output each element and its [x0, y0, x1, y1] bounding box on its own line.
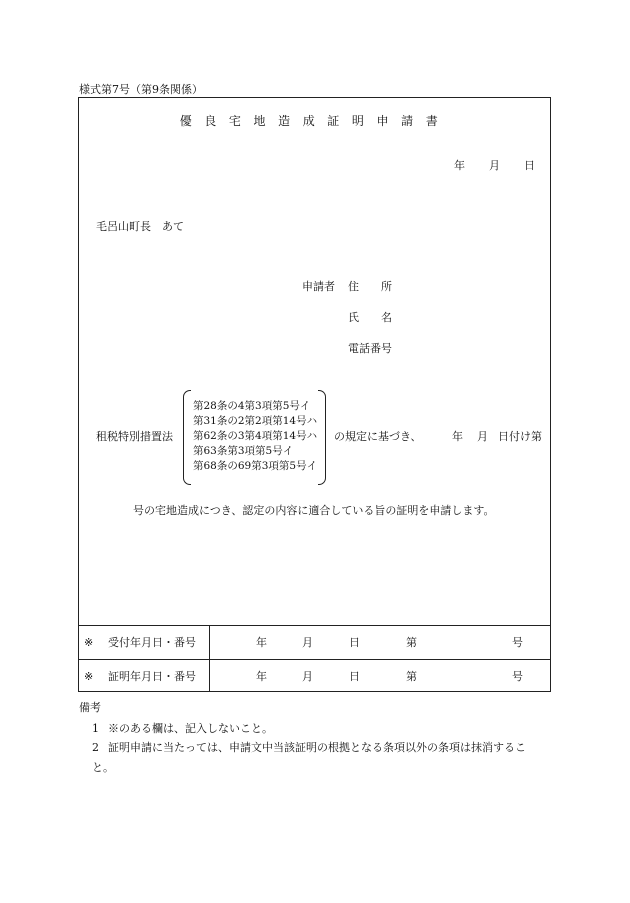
left-brace	[183, 390, 191, 485]
certification-go-label: 号	[512, 670, 523, 683]
receipt-row-label: 受付年月日・番号	[108, 636, 196, 649]
receipt-dai-label: 第	[406, 636, 417, 649]
note-number: 2	[92, 741, 99, 754]
date-month-label: 月	[489, 159, 500, 172]
application-form-frame	[78, 97, 551, 692]
form-number-label: 様式第7号（第9条関係）	[79, 83, 203, 96]
note-text: ※のある欄は、記入しないこと。	[108, 722, 273, 735]
row-divider-top	[79, 625, 550, 626]
reserved-mark: ※	[84, 670, 94, 683]
applicant-prefix: 申請者	[302, 280, 335, 293]
basis-text: の規定に基づき、	[334, 430, 422, 443]
addressee: 毛呂山町長 あて	[96, 220, 184, 233]
row-divider-middle	[79, 659, 550, 660]
ref-month-label: 月	[477, 430, 488, 443]
note-text-continuation: と。	[92, 761, 114, 774]
certification-month-label: 月	[302, 670, 313, 683]
applicant-address-label: 住 所	[348, 280, 392, 293]
applicant-name-label: 氏 名	[348, 311, 392, 324]
note-text: 証明申請に当たっては、申請文中当該証明の根拠となる条項以外の条項は抹消するこ	[108, 741, 526, 754]
article-item: 第68条の69第3項第5号イ	[193, 460, 318, 472]
certification-day-label: 日	[349, 670, 360, 683]
receipt-year-label: 年	[256, 636, 267, 649]
right-brace	[318, 390, 326, 485]
receipt-go-label: 号	[512, 636, 523, 649]
date-day-label: 日	[524, 159, 535, 172]
applicant-phone-label: 電話番号	[348, 342, 392, 355]
row-column-divider	[209, 625, 210, 692]
article-item: 第31条の2第2項第14号ハ	[193, 415, 318, 427]
article-item: 第62条の3第4項第14号ハ	[193, 430, 318, 442]
ref-day-suffix: 日付け第	[498, 430, 542, 443]
article-item: 第28条の4第3項第5号イ	[193, 400, 311, 412]
certification-year-label: 年	[256, 670, 267, 683]
article-item: 第63条第3項第5号イ	[193, 445, 294, 457]
form-title: 優良宅地造成証明申請書	[179, 114, 451, 128]
date-year-label: 年	[454, 159, 465, 172]
receipt-month-label: 月	[302, 636, 313, 649]
certification-dai-label: 第	[406, 670, 417, 683]
certification-row-label: 証明年月日・番号	[108, 670, 196, 683]
request-text: 号の宅地造成につき、認定の内容に適合している旨の証明を申請します。	[133, 504, 495, 517]
law-name: 租税特別措置法	[96, 430, 173, 443]
notes-title: 備考	[79, 701, 101, 714]
reserved-mark: ※	[84, 636, 94, 649]
ref-year-label: 年	[452, 430, 463, 443]
receipt-day-label: 日	[349, 636, 360, 649]
note-number: 1	[92, 722, 99, 735]
